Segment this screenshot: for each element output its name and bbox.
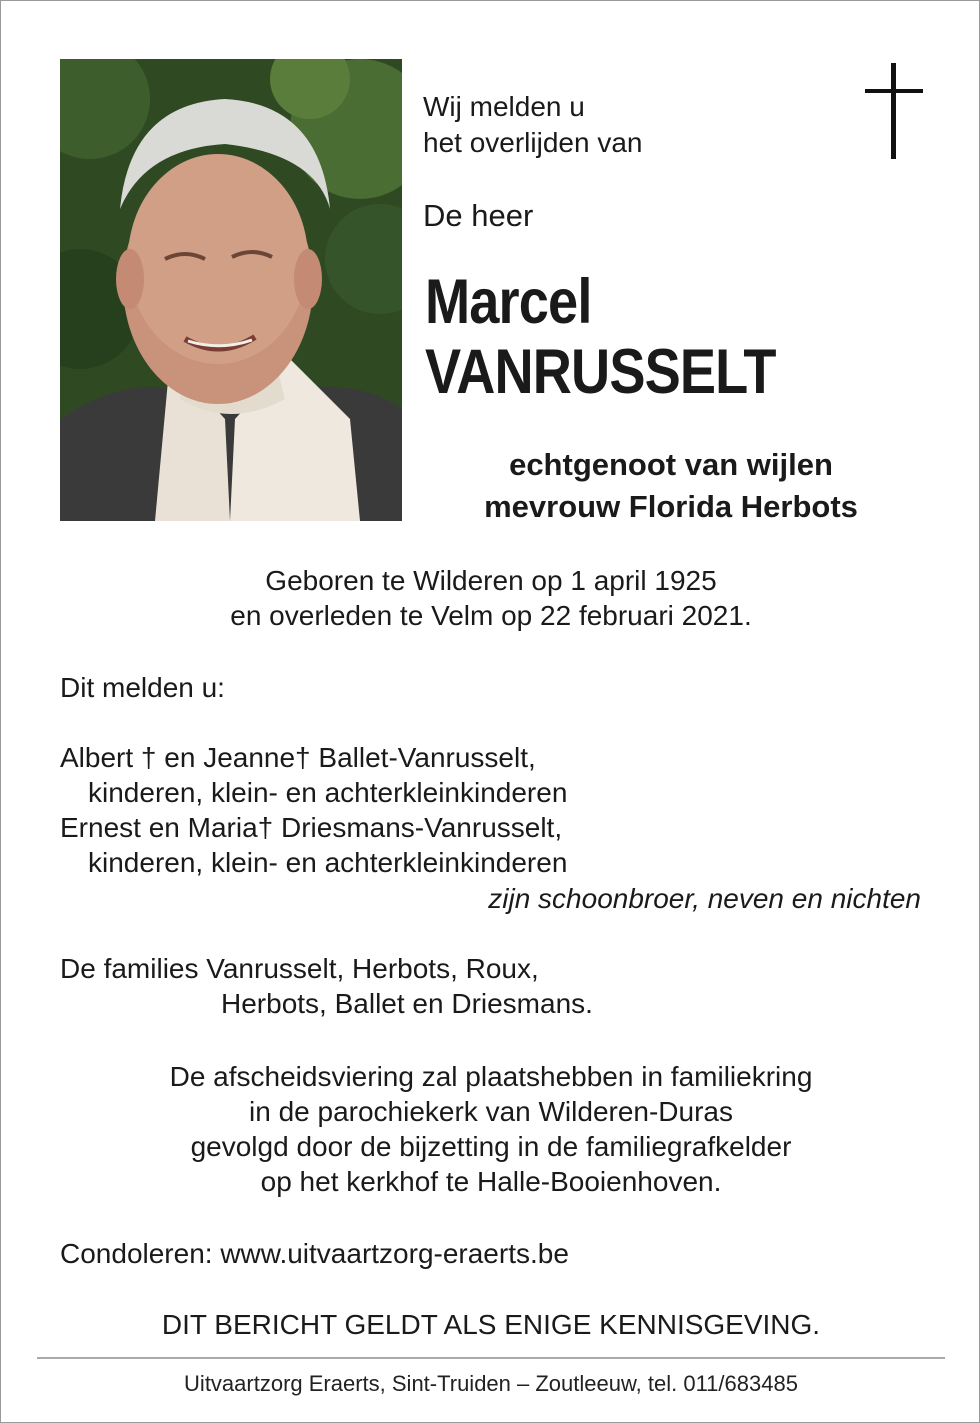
ceremony-text: De afscheidsviering zal plaatshebben in familiekring in de parochiekerk van Wilderen-Duras gevolgd door de bijzetting in de familiegrafkelder op het kerkhof te Halle-Booienhoven. xyxy=(169,1061,813,1197)
family-member-2-sub: kinderen, klein- en achterkleinkinderen xyxy=(88,847,568,878)
portrait-photo xyxy=(60,59,402,521)
deceased-name xyxy=(425,267,776,407)
family-member-1: Albert † en Jeanne† Ballet-Vanrusselt, xyxy=(60,742,536,773)
birth-death-dates: Geboren te Wilderen op 1 april 1925 en overleden te Velm op 22 februari 2021. xyxy=(230,565,752,631)
notice-text: DIT BERICHT GELDT ALS ENIGE KENNISGEVING. xyxy=(161,1309,821,1340)
families-line-2: Herbots, Ballet en Driesmans. xyxy=(221,988,593,1019)
intro-text: Wij melden u het overlijden van xyxy=(423,91,643,158)
families-line-1: De families Vanrusselt, Herbots, Roux, xyxy=(60,953,539,984)
spouse-text: echtgenoot van wijlen mevrouw Florida Herbots xyxy=(484,447,858,524)
cross-icon xyxy=(865,63,923,159)
family-heading: Dit melden u: xyxy=(60,672,225,703)
funeral-home-footer: Uitvaartzorg Eraerts, Sint-Truiden – Zoutleeuw, tel. 011/683485 xyxy=(184,1371,798,1396)
footer-divider xyxy=(37,1357,945,1359)
salutation: De heer xyxy=(423,198,534,233)
family-member-1-sub: kinderen, klein- en achterkleinkinderen xyxy=(88,777,568,808)
last-name: VANRUSSELT xyxy=(425,337,776,407)
family-members xyxy=(60,740,567,880)
first-name: Marcel xyxy=(425,267,592,337)
condolences-link[interactable]: Condoleren: www.uitvaartzorg-eraerts.be xyxy=(60,1238,569,1269)
family-member-2: Ernest en Maria† Driesmans-Vanrusselt, xyxy=(60,812,563,843)
relatives-text: zijn schoonbroer, neven en nichten xyxy=(488,883,921,914)
